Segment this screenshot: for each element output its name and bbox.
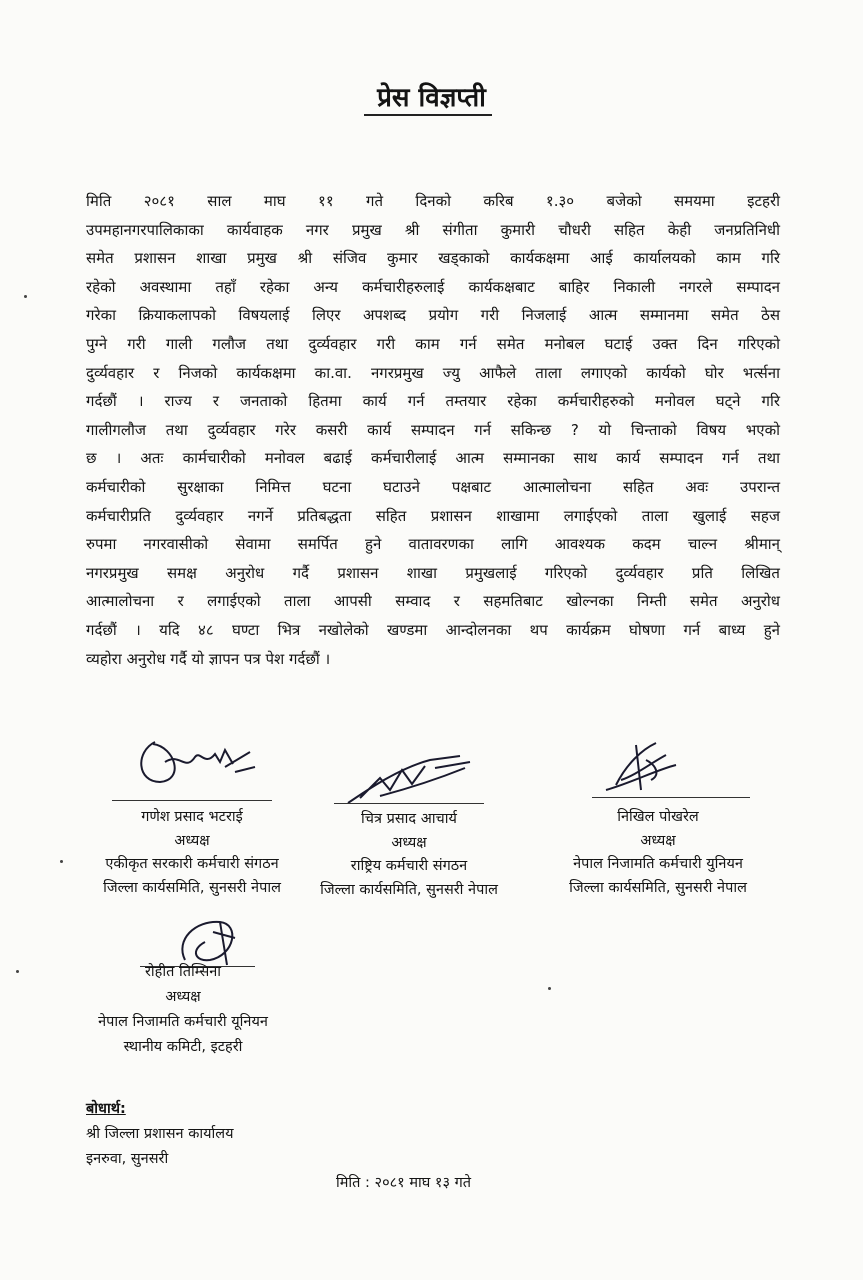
signatory-4-office: स्थानीय कमिटी, इटहरी (123, 1039, 243, 1055)
signatory-4-org: नेपाल निजामति कर्मचारी यूनियन (98, 1014, 268, 1030)
signatory-2-name: चित्र प्रसाद आचार्य (361, 811, 457, 827)
body-line: दुर्व्यवहार र निजको कार्यकक्षमा का.वा. नगरप्रमुख ज्यु आफैले ताला लगाएको कार्यको घोर भर्त्सना (86, 363, 780, 382)
signatory-3-org: नेपाल निजामति कर्मचारी युनियन (573, 856, 743, 872)
signatory-2 (300, 808, 518, 902)
signatory-1-org: एकीकृत सरकारी कर्मचारी संगठन (105, 856, 279, 872)
signatory-3-office: जिल्ला कार्यसमिति, सुनसरी नेपाल (569, 879, 747, 896)
document-title: प्रेस विज्ञप्ती (377, 83, 486, 113)
cc-line-2: इनरुवा, सुनसरी (86, 1151, 169, 1167)
signature-2-line (334, 803, 484, 804)
body-line: गरेका क्रियाकलापको विषयलाई लिएर अपशब्द प्रयोग गरी निजलाई आत्म सम्मानमा समेत ठेस (86, 306, 780, 325)
cc-block (86, 1097, 234, 1172)
signatory-1-role: अध्यक्ष (174, 832, 210, 849)
date-line: मिति : २०८१ माघ १३ गते (336, 1175, 472, 1191)
signature-1-line (112, 800, 272, 801)
signatory-1-office: जिल्ला कार्यसमिति, सुनसरी नेपाल (103, 879, 281, 896)
body-line: कर्मचारीको सुरक्षाका निमित्त घटना घटाउने पक्षबाट आत्मालोचना सहित अवः उपरान्त (86, 477, 780, 496)
body-line: रुपमा नगरवासीको सेवामा समर्पित हुने वातावरणका लागि आवश्यक कदम चाल्न श्रीमान् (86, 535, 780, 554)
scan-speck (16, 970, 19, 973)
signatory-1 (86, 806, 298, 900)
title-underline (364, 114, 492, 116)
body-line: गर्दछौं । यदि ४८ घण्टा भित्र नखोलेको खण्डमा आन्दोलनका थप कार्यक्रम घोषणा गर्न बाध्य हुने (86, 620, 780, 639)
body-line: समेत प्रशासन शाखा प्रमुख श्री संजिव कुमार खड्काको कार्यकक्षमा आई कार्यालयको काम गरि (86, 249, 780, 268)
body-line: रहेको अवस्थामा तहाँ रहेका अन्य कर्मचारीहरुलाई कार्यकक्षबाट बाहिर निकाली नगरले सम्पादन (86, 277, 780, 296)
signatory-1-name: गणेश प्रसाद भटराई (141, 809, 243, 825)
scan-speck (548, 987, 551, 990)
signatory-2-role: अध्यक्ष (391, 834, 427, 851)
signature-2-image (340, 748, 480, 808)
body-line: उपमहानगरपालिकाका कार्यवाहक नगर प्रमुख श्री संगीता कुमारी चौधरी सहित केही जनप्रतिनिधी (86, 220, 780, 239)
body-line: मिति २०८१ साल माघ ११ गते दिनको करिब १.३० बजेको समयमा इटहरी (86, 192, 780, 210)
body-line: छ । अतः कार्मचारीको मनोवल बढाई कर्मचारीलाई आत्म सम्मानका साथ कार्य सम्पादन गर्न तथा (86, 449, 780, 468)
cc-line-1: श्री जिल्ला प्रशासन कार्यालय (86, 1126, 234, 1142)
signatory-3-role: अध्यक्ष (640, 832, 676, 849)
signatory-2-org: राष्ट्रिय कर्मचारी संगठन (350, 858, 468, 874)
signature-1-image (125, 722, 275, 794)
signature-3-image (596, 735, 686, 797)
cc-heading: बोधार्थ: (86, 1101, 126, 1117)
body-paragraph (86, 187, 780, 673)
scan-speck (24, 295, 27, 298)
scan-speck (60, 860, 63, 863)
signatory-4 (70, 960, 296, 1060)
signatory-4-role: अध्यक्ष (165, 989, 201, 1005)
body-line: व्यहोरा अनुरोध गर्दै यो ज्ञापन पत्र पेश गर्दछौं । (86, 649, 331, 668)
body-line: पुग्ने गरी गाली गलौज तथा दुर्व्यवहार गरी काम गर्न समेत मनोबल घटाई उक्त दिन गरिएको (86, 334, 780, 353)
body-line: नगरप्रमुख समक्ष अनुरोध गर्दै प्रशासन शाखा प्रमुखलाई गरिएको दुर्व्यवहार प्रति लिखित (86, 563, 780, 582)
signatory-3 (548, 806, 768, 900)
signature-3-line (592, 797, 750, 798)
signatory-4-name: रोहीत तिम्सिना (144, 964, 222, 980)
signatory-2-office: जिल्ला कार्यसमिति, सुनसरी नेपाल (320, 881, 498, 898)
body-line: कर्मचारीप्रति दुर्व्यवहार नगर्ने प्रतिबद्धता सहित प्रशासन शाखामा लगाईएको ताला खुलाई सहज (86, 506, 780, 525)
body-line: गर्दछौं । राज्य र जनताको हितमा कार्य गर्न तम्तयार रहेका कर्मचारीहरुको मनोवल घट्ने गरि (86, 392, 780, 411)
body-line: आत्मालोचना र लगाईएको ताला आपसी सम्वाद र सहमतिबाट खोल्नका निम्ती समेत अनुरोध (86, 592, 780, 611)
body-line: गालीगलौज तथा दुर्व्यवहार गरेर कसरी कार्य सम्पादन गर्न सकिन्छ ? यो चिन्ताको विषय भएको (86, 420, 780, 439)
signatory-3-name: निखिल पोखरेल (617, 809, 699, 825)
